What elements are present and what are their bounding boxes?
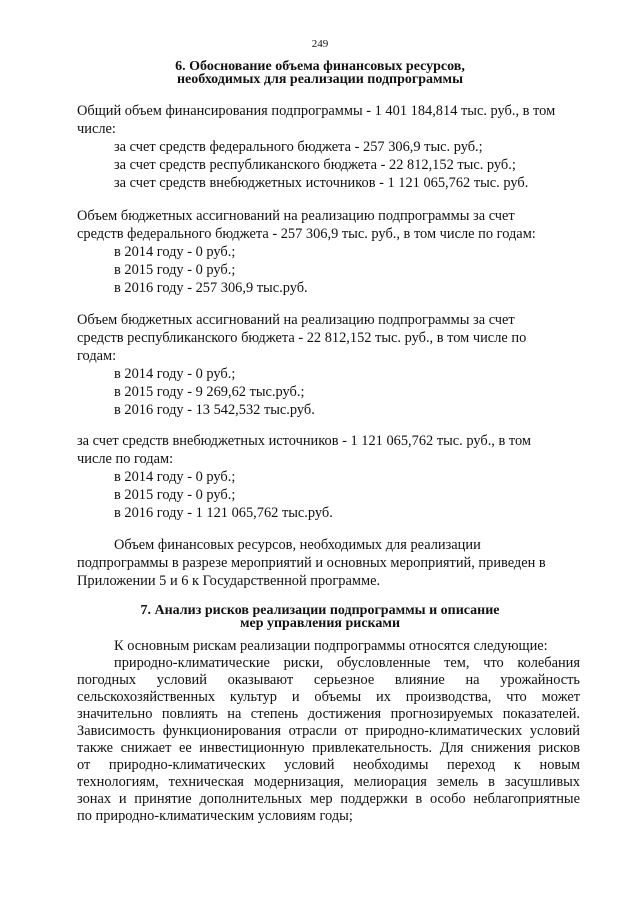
total-funding-line2: числе: [77, 121, 116, 137]
section-6-title-line1: 6. Обоснование объема финансовых ресурсов, [175, 59, 465, 74]
republic-line3: годам: [77, 348, 117, 364]
republic-allocation-paragraph [77, 311, 577, 419]
republic-2015: в 2015 году - 9 269,62 тыс.руб.; [114, 384, 305, 400]
appendix-note-paragraph [77, 536, 577, 590]
republic-2014: в 2014 году - 0 руб.; [114, 366, 236, 382]
federal-line2: средств федерального бюджета - 257 306,9 тыс. руб., в том числе по годам: [77, 226, 536, 242]
offbudget-line1: за счет средств внебюджетных источников - 1 121 065,762 тыс. руб., в том [77, 433, 532, 449]
section-6-heading [70, 60, 570, 86]
section-7-title-line1: 7. Анализ рисков реализации подпрограммы и описание [140, 603, 500, 618]
total-offbudget-line: за счет средств внебюджетных источников - 1 121 065,762 тыс. руб. [114, 175, 529, 191]
total-republic-line: за счет средств республиканского бюджета - 22 812,152 тыс. руб.; [114, 157, 516, 173]
risks-line: природно-климатические риски, обусловленные тем, что колебания [114, 655, 580, 671]
federal-line1: Объем бюджетных ассигнований на реализацию подпрограммы за счет [77, 208, 515, 224]
republic-line1: Объем бюджетных ассигнований на реализацию подпрограммы за счет [77, 312, 515, 328]
republic-2016: в 2016 году - 13 542,532 тыс.руб. [114, 402, 315, 418]
federal-2016: в 2016 году - 257 306,9 тыс.руб. [114, 280, 308, 296]
risks-line: значительно повлиять на степень достижения прогнозируемых показателей. [77, 706, 580, 722]
risks-line: сельскохозяйственных культур и объемы их производства, что может [77, 689, 580, 705]
risks-line: Зависимость функционирования отрасли от природно-климатических условий [77, 723, 580, 739]
risks-line: также снижает ее инвестиционную привлекательность. Для снижения рисков [77, 740, 580, 756]
total-funding-paragraph [77, 102, 577, 192]
appendix-line3: Приложении 5 и 6 к Государственной программе. [77, 573, 381, 589]
section-7-title-line2: мер управления рисками [239, 616, 401, 631]
page-number: 249 [311, 38, 329, 50]
risks-intro: К основным рискам реализации подпрограммы относятся следующие: [114, 638, 548, 654]
offbudget-2016: в 2016 году - 1 121 065,762 тыс.руб. [114, 505, 333, 521]
federal-2015: в 2015 году - 0 руб.; [114, 262, 236, 278]
offbudget-2014: в 2014 году - 0 руб.; [114, 469, 236, 485]
risks-line: по природно-климатическим условиям годы; [77, 808, 353, 824]
federal-allocation-paragraph [77, 207, 577, 297]
offbudget-2015: в 2015 году - 0 руб.; [114, 487, 236, 503]
risks-line: погодных условий оказывают серьезное влияние на урожайность [77, 672, 580, 688]
risks-paragraph [77, 638, 580, 825]
total-federal-line: за счет средств федерального бюджета - 257 306,9 тыс. руб.; [114, 139, 483, 155]
federal-2014: в 2014 году - 0 руб.; [114, 244, 236, 260]
section-6-title-line2: необходимых для реализации подпрограммы [176, 72, 464, 87]
offbudget-line2: числе по годам: [77, 451, 174, 467]
risks-line: от природно-климатических условий необходимы переход к новым [77, 757, 580, 773]
offbudget-allocation-paragraph [77, 432, 577, 522]
republic-line2: средств республиканского бюджета - 22 812,152 тыс. руб., в том числе по [77, 330, 527, 346]
risks-line: технологиям, техническая модернизация, мелиорация земель в засушливых [77, 774, 580, 790]
section-7-heading [70, 604, 570, 630]
total-funding-line1: Общий объем финансирования подпрограммы - 1 401 184,814 тыс. руб., в том [77, 103, 556, 119]
risks-line: зонах и принятие дополнительных мер поддержки в особо неблагоприятные [77, 791, 580, 807]
appendix-line1: Объем финансовых ресурсов, необходимых для реализации [114, 537, 481, 553]
appendix-line2: подпрограммы в разрезе мероприятий и основных мероприятий, приведен в [77, 555, 546, 571]
